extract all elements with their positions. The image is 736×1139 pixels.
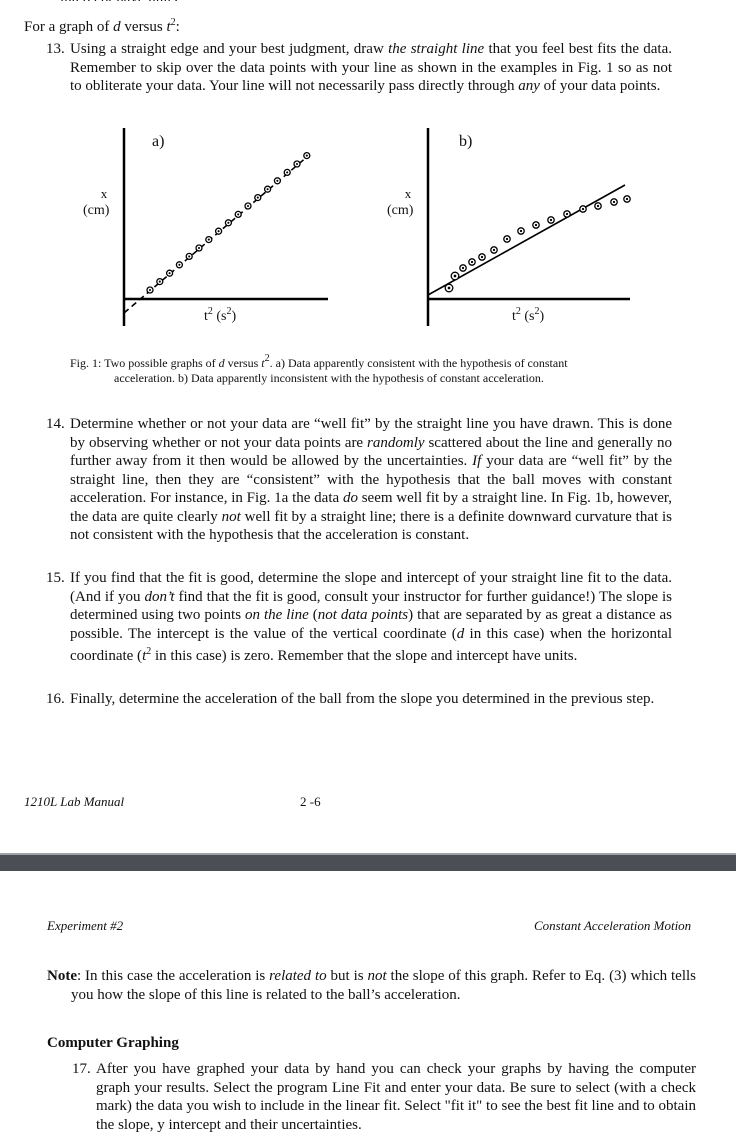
panel-a-y-label: x [100, 186, 108, 201]
item-17-text: After you have graphed your data by hand you can check your graphs by having the computer graph your results. Select the program Line Fit and enter your data. Be sure to select (with a check mark) the data you wish to include in the linear fit. Select "fit it" to see the best fit line and to obtain the slope, y intercept and their uncertainties. [96, 1061, 697, 1133]
header-experiment: Experiment #2 [47, 918, 124, 933]
data-point-center [286, 171, 288, 173]
panel-a-y-unit: (cm) [83, 203, 110, 218]
item-16-number: 16. [46, 691, 65, 707]
data-point-center [613, 201, 615, 203]
data-point-center [208, 239, 210, 241]
data-point-center [471, 261, 473, 263]
data-point-center [188, 255, 190, 257]
data-point-center [296, 163, 298, 165]
data-point-center [582, 208, 584, 210]
data-point-center [462, 267, 464, 269]
panel-b-x-label: $t^2$ $(s^2)$ [512, 306, 545, 324]
data-point-center [218, 230, 220, 232]
data-point-center [159, 281, 161, 283]
data-point-center [149, 289, 151, 291]
data-point-center [448, 287, 451, 290]
item-15-text: If you find that the fit is good, determine the slope and intercept of your straight line fit to the data. (And if you don’t find that the fit is good, consult your instructor for further guidance!) The slope is determined using two points on the line (not data points) that are separated by as great a distance as possible. The intercept is the value of the vertical coordinate (d in this case) when the horizontal coordinate ($t^2$ in this case) is zero. Remember that the slope and intercept have units. [70, 570, 673, 664]
caption-line-1: Fig. 1: Two possible graphs of d versus $t^2$. a) Data apparently consistent with the hypothesis of constant [70, 353, 568, 370]
caption-line-2: acceleration. b) Data apparently inconsistent with the hypothesis of constant acceleration. [114, 371, 544, 385]
section-intro: For a graph of d versus $t^2$: [24, 17, 180, 35]
figure-1 [70, 118, 670, 338]
item-14-text: Determine whether or not your data are “well fit” by the straight line you have drawn. This is done by observing whether or not your data points are randomly scattered about the line and generally no further away from it then would be allowed by the uncertainties. If your data are “well fit” by the straight line, then they are “consistent” with the hypothesis that the ball moves with constant acceleration. For instance, in Fig. 1a the data do seem well fit by a straight line. In Fig. 1b, however, the data are quite clearly not well fit by a straight line; there is a definite downward curvature that is not consistent with the hypothesis that the acceleration is constant. [70, 416, 672, 543]
data-point-center [520, 230, 522, 232]
data-point-center [178, 264, 180, 266]
data-point-center [267, 188, 269, 190]
figure-caption [70, 351, 690, 386]
item-13-number: 13. [46, 41, 65, 57]
item-13-text: Using a straight edge and your best judgment, draw the straight line that you feel best fits the data. Remember to skip over the data points with your line as shown in the examples in Fig. 1 so as not to obliterate your data. Your line will not necessarily pass directly through any of your data points. [70, 41, 673, 94]
page-separator [0, 855, 736, 871]
panel-b-y-unit: (cm) [387, 203, 414, 218]
data-point-center [227, 222, 229, 224]
data-point-center [597, 205, 599, 207]
panel-a-x-label: $t^2$ $(s^2)$ [204, 306, 237, 324]
cut-off-text-line [60, 0, 200, 1]
data-point-center [306, 155, 308, 157]
data-point-center [198, 247, 200, 249]
panel-a-label: a) [152, 133, 165, 150]
item-16-text: Finally, determine the acceleration of the ball from the slope you determined in the previous step. [70, 691, 655, 707]
data-point-center [493, 249, 495, 251]
footer-manual-title: 1210L Lab Manual [24, 794, 125, 809]
data-point-center [535, 224, 537, 226]
data-point-center [247, 205, 249, 207]
note-paragraph: Note: In this case the acceleration is related to but is not the slope of this graph. Refer to Eq. (3) which tells you how the slope of this line is related to the ball’s acceleration. [47, 968, 696, 1003]
data-point-center [276, 180, 278, 182]
panel-b-y-label: x [404, 186, 412, 201]
data-point-center [626, 198, 628, 200]
data-point-center [169, 272, 171, 274]
data-point-center [454, 275, 457, 278]
panel-a-data-points [147, 153, 310, 293]
item-14-number: 14. [46, 416, 65, 432]
data-point-center [566, 213, 568, 215]
section-heading: Computer Graphing [47, 1035, 179, 1051]
panel-b-label: b) [459, 133, 473, 150]
footer-page-number: 2 -6 [300, 794, 321, 809]
data-point-center [257, 197, 259, 199]
data-point-center [506, 238, 508, 240]
panel-b-data-points [445, 196, 630, 292]
item-17-number: 17. [72, 1061, 91, 1077]
data-point-center [481, 256, 483, 258]
data-point-center [550, 219, 552, 221]
data-point-center [237, 213, 239, 215]
header-topic: Constant Acceleration Motion [534, 918, 692, 933]
item-15-number: 15. [46, 570, 65, 586]
